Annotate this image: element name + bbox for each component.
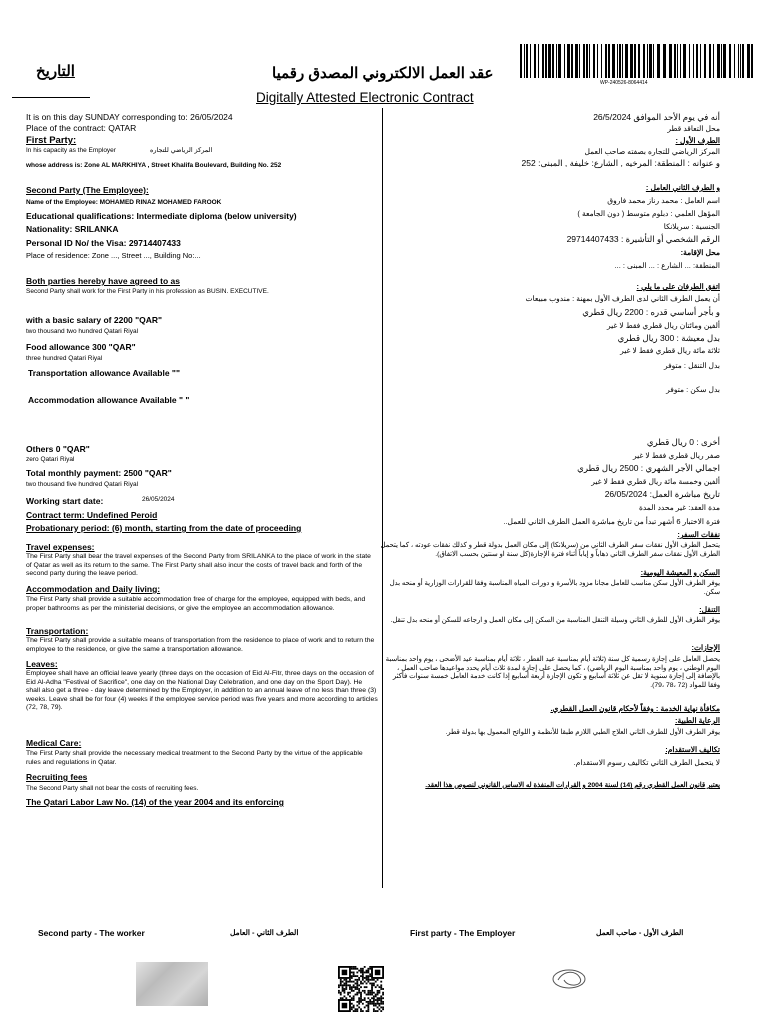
ar-nationality: الجنسية : سريلانكا <box>663 222 720 231</box>
ar-employee-name: اسم العامل : محمد رناز محمد فاروق <box>607 196 720 205</box>
ar-personal-id: الرقم الشخصي أو التأشيرة : 29714407433 <box>566 234 720 244</box>
ar-residence: المنطقة: ... الشارع : ... المبنى : ... <box>614 261 720 270</box>
others-words: zero Qatari Riyal <box>26 456 75 463</box>
medical-title: Medical Care: <box>26 738 82 748</box>
total-payment: Total monthly payment: 2500 "QAR" <box>26 468 172 478</box>
ar-education: المؤهل العلمي : دبلوم متوسط ( دون الجامعة ) <box>577 209 720 218</box>
ar-living-text: يوفر الطرف الأول سكن مناسب للعامل مجانا مزود بالأسرة و دورات المياه المناسبة وفقا للقرارات الوزارية أو منحه بدل سكن. <box>389 580 720 596</box>
intro-line: It is on this day SUNDAY corresponding to: 26/05/2024 <box>26 112 233 122</box>
nationality: Nationality: SRILANKA <box>26 224 119 234</box>
ar-second-party-title: و الطرف الثاني العامل : <box>645 183 720 192</box>
ar-address: و عنوانه : المنطقة: المرخيه , الشارع: خليفة , المبنى: 252 <box>521 158 720 168</box>
ar-labor-law: يعتبر قانون العمل القطري رقم (14) لسنة 2004 و القرارات المنفذة له الاساس القانوني لنصوص هذا العقد. <box>425 782 720 789</box>
food-allowance-words: three hundred Qatari Riyal <box>26 355 103 362</box>
residence: Place of residence: Zone ..., Street ..., Building No:... <box>26 251 201 260</box>
first-party-title: First Party: <box>26 135 77 146</box>
transportation-title: Transportation: <box>26 626 89 636</box>
travel-title: Travel expenses: <box>26 542 95 552</box>
column-divider <box>382 108 383 888</box>
ar-start-date: تاريخ مباشرة العمل: 26/05/2024 <box>604 489 720 499</box>
ar-total-words: ألفين وخمسة مائة ريال قطري فقط لا غير <box>591 477 720 486</box>
probation-period: Probationary period: (6) month, starting from the date of proceeding <box>26 523 302 533</box>
ar-end-service: مكافأة نهاية الخدمة : وفقاً لأحكام قانون العمل القطري. <box>550 704 720 713</box>
medical-text: The First Party shall provide the necessary medical treatment to the Second Party by the virtue of the applicable rules and regulations in Qatar. <box>26 750 363 766</box>
total-payment-words: two thousand five hundred Qatari Riyal <box>26 481 139 488</box>
transportation-text: The First Party shall provide a suitable means of transportation from the residence to place of work and to return the employee to the residence, or give the same a transportation allowance. <box>26 637 375 653</box>
ar-first-party-name: المركز الرياضي للتجاره بصفته صاحب العمل <box>584 147 720 156</box>
ar-others: أخرى : 0 ريال قطري <box>646 437 720 447</box>
living-text: The First Party shall provide a suitable accommodation free of charge for the employee, equipped with beds, and proper bathrooms as per the ministerial decisions, or give the employee an accommodation allowance. <box>26 596 366 612</box>
accommodation-allowance: Accommodation allowance Available " " <box>28 395 190 405</box>
ar-contract-term: مدة العقد: غير محدد المدة <box>638 503 720 512</box>
ar-agreed-text: أن يعمل الطرف الثاني لدى الطرف الأول بمهنة : مندوب مبيعات <box>525 294 720 303</box>
title-english: Digitally Attested Electronic Contract <box>256 90 474 105</box>
leaves-text: Employee shall have an official leave yearly (three days on the occasion of Eid Al-Fitr, three days on the occasion of Eid Al-Adha "Festival of Sacrifice", one day on the National Day Celebration, and one day on the Sport Day). He shall also get a three - day leave determined by the Employer, in addition to an annual leave of no less than three (3) weeks. Leave shall be for four (4) weeks if the employee service period was five years and more according to articles (72, 78, 79). <box>26 670 378 712</box>
title-arabic: عقد العمل الالكتروني المصدق رقميا <box>272 65 494 82</box>
ar-travel-text: يتحمل الطرف الأول نفقات سفر الطرف الثاني من (سريلانكا) إلى مكان العمل بدولة قطر و كذلك نفقات عودته ، كما يتحمل الطرف الأول نفقات سفر الطرف الثاني ذهاباً و إياباً أثناء فترة الإجازة(كل سنة او سنتين بحسب الاتفاق). <box>380 542 720 558</box>
ar-agreed-title: اتفق الطرفان على ما يلي : <box>636 282 720 291</box>
first-party-signature-label: First party - The Employer <box>410 928 516 938</box>
barcode-icon <box>520 44 754 78</box>
signature-stamp <box>136 962 208 1006</box>
first-party-address: whose address is: Zone AL MARKHIYA , Street Khalifa Boulevard, Building No. 252 <box>26 162 282 169</box>
ar-food: بدل معيشة : 300 ريال قطري <box>617 333 720 343</box>
ar-transport: بدل التنقل : متوفر <box>663 361 720 370</box>
first-party-capacity: In his capacity as the Employer <box>26 147 116 154</box>
barcode-text: WP-240526-8064414 <box>600 80 648 86</box>
ar-probation: فترة الاختبار 6 أشهر تبدأ من تاريخ مباشرة العمل الطرف الثاني للعمل.. <box>503 517 720 526</box>
personal-id: Personal ID No/ the Visa: 29714407433 <box>26 238 181 248</box>
ar-recruiting-title: تكاليف الاستقدام: <box>665 745 720 754</box>
ar-recruiting-text: لا يتحمل الطرف الثاني تكاليف رسوم الاستقدام. <box>573 758 720 767</box>
ar-leaves-text: يحصل العامل على إجازة رسمية كل سنة (ثلاثة أيام بمناسبة عيد الفطر ، ثلاثة أيام بمناسبة عيد الأضحى ، يوم واحد بمناسبة اليوم الوطني ، يوم واحد بمناسبة اليوم الرياضي) ، كما يحصل على إجازة لمدة ثلاث أيام يحدد مواعيدها صاحب العمل ، بالإضافة إلى إجازة سنوية لا تقل عن ثلاثة أسابيع و تكون الإجازة أربعة أسابيع إذا كانت خدمة العامل خمسة سنوات فأكثر وفقا للمواد (72 ،78 ،79). <box>385 656 720 689</box>
basic-salary: with a basic salary of 2200 "QAR" <box>26 315 163 325</box>
agreed-text: Second Party shall work for the First Party in his profession as BUSIN. EXECUTIVE. <box>26 288 269 295</box>
first-party-name-ar: المركز الرياضي للتجاره <box>150 147 213 154</box>
date-label: التاريخ <box>36 63 75 80</box>
agreed-title: Both parties hereby have agreed to as <box>26 276 180 286</box>
living-title: Accommodation and Daily living: <box>26 584 161 594</box>
signature-seal <box>546 966 592 992</box>
ar-others-words: صفر ريال قطري فقط لا غير <box>632 451 720 460</box>
ar-accommodation: بدل سكن : متوفر <box>666 385 720 394</box>
ar-leaves-title: الإجازات: <box>691 643 720 652</box>
ar-transport-text: يوفر الطرف الأول للطرف الثاني وسيلة التنقل المناسبة من السكن إلى مكان العمل و ارجاعه للسكن أو منحه بدل تنقل. <box>390 617 720 624</box>
ar-salary-words: ألفين ومائتان ريال قطري فقط لا غير <box>607 321 720 330</box>
ar-salary: و بأجر أساسي قدره : 2200 ريال قطري <box>582 307 720 317</box>
ar-food-words: ثلاثة مائة ريال قطري فقط لا غير <box>620 346 720 355</box>
ar-total: اجمالي الأجر الشهري : 2500 ريال قطري <box>577 463 720 473</box>
recruiting-text: The Second Party shall not bear the costs of recruiting fees. <box>26 785 199 792</box>
ar-medical-text: يوفر الطرف الأول للطرف الثاني العلاج الطبي اللازم طبقا للأنظمة و اللوائح المعمول بها بدولة قطر. <box>445 729 720 736</box>
qr-code-icon <box>338 966 384 1012</box>
ar-transport-title: التنقل: <box>699 605 720 614</box>
labor-law: The Qatari Labor Law No. (14) of the year 2004 and its enforcing <box>26 797 284 807</box>
travel-text: The First Party shall bear the travel expenses of the Second Party from SRILANKA to the place of work in the state of Qatar as well as its return to the same. The First Party shall also incur the costs of travel back and forth of the second party during the leave period. <box>26 553 371 578</box>
transport-allowance: Transportation allowance Available "" <box>28 368 180 378</box>
second-party-signature-label: Second party - The worker <box>38 928 145 938</box>
basic-salary-words: two thousand two hundred Qatari Riyal <box>26 328 139 335</box>
employee-name: Name of the Employee: MOHAMED RINAZ MOHAMED FAROOK <box>26 199 222 206</box>
ar-residence-title: محل الإقامة: <box>680 248 720 257</box>
others: Others 0 "QAR" <box>26 444 90 454</box>
ar-medical-title: الرعاية الطبية: <box>674 716 720 725</box>
place-of-contract: Place of the contract: QATAR <box>26 123 137 133</box>
recruiting-title: Recruiting fees <box>26 772 88 782</box>
education: Educational qualifications: Intermediate diploma (below university) <box>26 211 297 221</box>
leaves-title: Leaves: <box>26 659 58 669</box>
food-allowance: Food allowance 300 "QAR" <box>26 342 136 352</box>
ar-travel-title: نفقات السفر: <box>677 530 720 539</box>
ar-intro-line: أنه في يوم الأحد الموافق 26/5/2024 <box>593 112 720 122</box>
date-line <box>12 97 90 98</box>
ar-living-title: السكن و المعيشة اليومية: <box>640 568 720 577</box>
start-date-label: Working start date: <box>26 496 104 506</box>
second-party-signature-label-ar: الطرف الثاني - العامل <box>230 928 299 937</box>
contract-term: Contract term: Undefined Peroid <box>26 510 158 520</box>
first-party-signature-label-ar: الطرف الأول - صاحب العمل <box>596 928 684 937</box>
second-party-title: Second Party (The Employee): <box>26 185 149 195</box>
start-date-value: 26/05/2024 <box>142 496 175 503</box>
ar-place: محل التعاقد قطر <box>667 124 720 133</box>
ar-first-party-title: الطرف الأول : <box>675 136 720 145</box>
